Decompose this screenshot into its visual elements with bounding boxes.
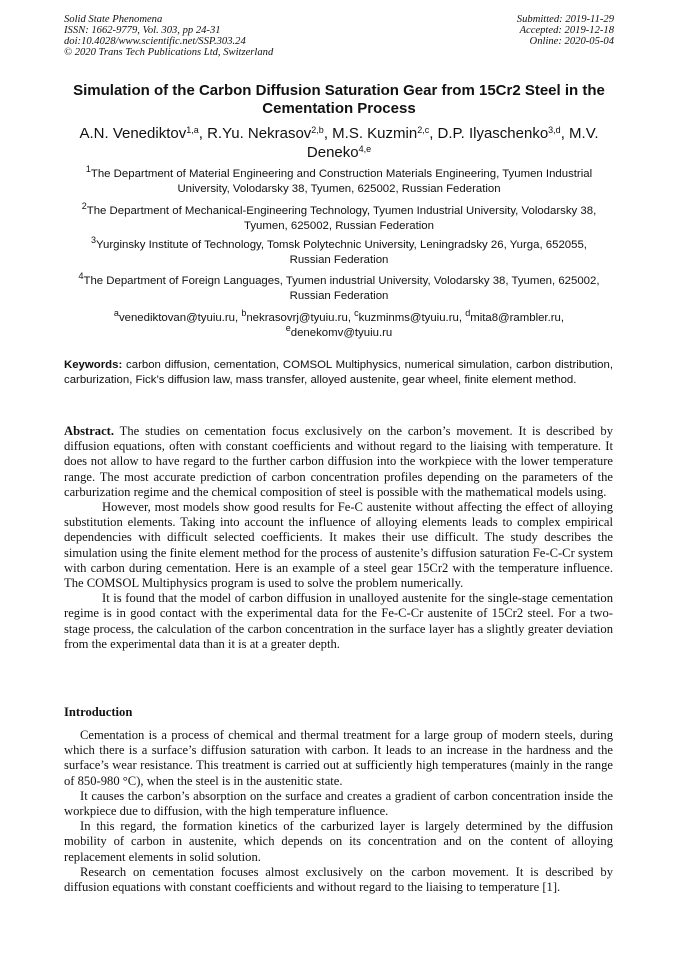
author-emails: $^a$venediktovan@tyuiu.ru, $^b$nekrasovrj@tyuiu.ru, $^c$kuzminms@tyuiu.ru, $^d$mita8@rambler.ru, $^e$denekomv@tyuiu.ru: [113, 308, 565, 339]
abstract-paragraph: It is found that the model of carbon diffusion in unalloyed austenite for the single-stage cementation regime is in good contact with the experimental data for the Fe-C-Cr austenite of 15Cr2 steel. For a two-stage process, the calculation of the carbon concentration in the surface layer has a slightly greater deviation from the experimental data than it is at a greater depth.: [64, 591, 613, 651]
submitted-date: Submitted: 2019-11-29: [516, 14, 614, 25]
doi-line[interactable]: doi:10.4028/www.scientific.net/SSP.303.24: [64, 36, 246, 47]
accepted-date: Accepted: 2019-12-18: [519, 25, 614, 36]
keywords-label: Keywords:: [64, 359, 123, 371]
author: A.N. Venediktov$^{1,a}$: [79, 125, 199, 142]
online-date: Online: 2020-05-04: [529, 36, 614, 47]
abstract-paragraph: Abstract. The studies on cementation focus exclusively on the carbon’s movement. It is described by diffusion equations, often with constant coefficients and without regard to the liaising with temperature. It does not allow to have regard to the further carbon diffusion into the workpiece with the lower temperature range. The most accurate prediction of carbon concentration profiles depending on the parameters of the carburization regime and the chemical composition of steel is possible with the mathematical models using.: [64, 424, 614, 499]
email-link[interactable]: $^c$kuzminms@tyuiu.ru: [354, 308, 459, 324]
issn-line: ISSN: 1662-9779, Vol. 303, pp 24-31: [64, 25, 221, 36]
abstract-paragraph: However, most models show good results for Fe-C austenite without affecting the effect of alloying substitution elements. Taking into account the influence of alloying elements leads to complex empirical dependencies with difficult selected coefficients. It makes their use difficult. The study describes the simulation using the finite element method for the process of austenite’s diffusion saturation Fe-C-Cr system with carbon during cementation. Here is an example of a steel gear 15Cr2 with the temperature influence. The COMSOL Multiphysics program is used to solve the problem numerically.: [64, 500, 613, 591]
body-paragraph: It causes the carbon’s absorption on the surface and creates a gradient of carbon concentration inside the workpiece due to diffusion, with the high temperature influence.: [64, 788, 613, 819]
email-link[interactable]: $^d$mita8@rambler.ru: [465, 308, 561, 324]
copyright-line: © 2020 Trans Tech Publications Ltd, Switzerland: [64, 47, 274, 58]
keywords-text: carbon diffusion, cementation, COMSOL Multiphysics, numerical simulation, carbon distribution, carburization, Fick’s diffusion law, mass transfer, alloyed austenite, gear wheel, finite element method.: [64, 359, 613, 386]
abstract-label: Abstract.: [64, 424, 115, 438]
body-paragraph: Cementation is a process of chemical and thermal treatment for a large group of modern steels, during which there is a surface’s diffusion saturation with carbon. It leads to an increase in the hardness and the surface’s wear resistance. This treatment is carried out at sufficiently high temperatures (mainly in the range of 850-980 °C), when the steel is in the austenitic state.: [64, 728, 613, 788]
section-heading: Introduction: [64, 705, 133, 719]
keywords: [64, 358, 613, 388]
paper-title: Simulation of the Carbon Diffusion Saturation Gear from 15Cr2 Steel in the Cementation Process: [73, 82, 605, 117]
email-link[interactable]: $^e$denekomv@tyuiu.ru: [285, 323, 393, 339]
author: D.P. Ilyaschenko$^{3,d}$: [437, 125, 561, 142]
author: M.V. Deneko$^{4,e}$: [306, 125, 599, 161]
abstract: [64, 424, 613, 652]
affiliation-1: $^1$The Department of Material Engineering and Construction Materials Engineering, Tyumen Industrial University, Volodarsky 38, Tyumen, 625002, Russian Federation: [85, 164, 593, 195]
affiliation-4: $^4$The Department of Foreign Languages, Tyumen industrial University, Volodarsky 38, Tyumen, 625002, Russian Federation: [78, 271, 600, 302]
journal-info: [64, 14, 273, 58]
introduction-body: [64, 728, 613, 895]
author-list: A.N. Venediktov$^{1,a}$, R.Yu. Nekrasov$^{2,b}$, M.S. Kuzmin$^{2,c}$, D.P. Ilyaschenko$^{3,d}$, M.V. Deneko$^{4,e}$: [79, 125, 599, 161]
body-paragraph: In this regard, the formation kinetics of the carburized layer is largely determined by the diffusion mobility of carbon in austenite, which depends on its concentration and on the content of alloying replacement elements in solid solution.: [64, 819, 613, 864]
body-paragraph: Research on cementation focuses almost exclusively on the carbon movement. It is described by diffusion equations with constant coefficients and without regard to the liaising to temperature [1].: [64, 864, 613, 895]
affiliation-3: $^3$Yurginsky Institute of Technology, Tomsk Polytechnic University, Leningradsky 26, Yurga, 652055, Russian Federation: [91, 235, 587, 266]
email-link[interactable]: $^b$nekrasovrj@tyuiu.ru: [241, 308, 348, 324]
author: M.S. Kuzmin$^{2,c}$: [332, 125, 430, 142]
author: R.Yu. Nekrasov$^{2,b}$: [207, 125, 324, 142]
journal-name: Solid State Phenomena: [64, 14, 163, 25]
email-link[interactable]: $^a$venediktovan@tyuiu.ru: [113, 308, 235, 324]
publication-dates: [517, 14, 614, 47]
affiliation-2: $^2$The Department of Mechanical-Engineering Technology, Tyumen Industrial University, Volodarsky 38, Tyumen, 625002, Russian Federation: [81, 201, 597, 232]
